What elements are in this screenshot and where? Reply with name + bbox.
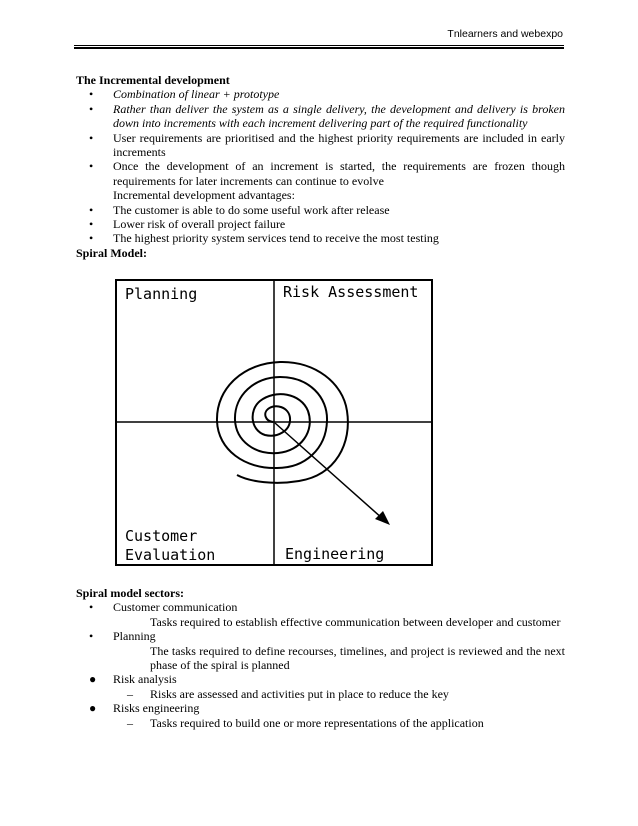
sector-description: – Risks are assessed and activities put in place to reduce the key — [127, 686, 449, 701]
bullet-icon: • — [89, 159, 94, 174]
spiral-diagram — [115, 279, 433, 566]
quadrant-customer-evaluation-line1: Customer — [125, 527, 198, 545]
list-item: • Planning — [89, 629, 156, 644]
list-item: • User requirements are prioritised and the highest priority requirements are included in early increments — [89, 130, 565, 160]
filled-bullet-icon: ● — [89, 701, 97, 716]
bullet-icon: • — [89, 231, 94, 246]
quadrant-planning: Planning — [125, 285, 198, 303]
list-item: • Lower risk of overall project failure — [89, 217, 286, 232]
list-item: • Combination of linear + prototype — [89, 87, 280, 102]
sectors-list — [76, 600, 565, 614]
bullet-icon: • — [89, 101, 94, 116]
list-item: • The highest priority system services tend to receive the most testing — [89, 231, 439, 246]
header-rule-thick — [74, 47, 564, 49]
bullet-icon: • — [89, 202, 94, 217]
sector-description: Tasks required to establish effective communication between developer and customer — [150, 614, 561, 629]
quadrant-risk-assessment: Risk Assessment — [283, 283, 419, 301]
list-item: • The customer is able to do some useful work after release — [89, 202, 390, 217]
incremental-bullets — [76, 87, 565, 188]
filled-bullet-icon: ● — [89, 672, 97, 687]
sectors-title: Spiral model sectors: — [76, 586, 184, 600]
bullet-icon: • — [89, 629, 94, 644]
list-item: ● Risks engineering — [89, 701, 200, 716]
sectors-list-3 — [76, 672, 565, 686]
header-rule — [74, 45, 564, 46]
sectors-section — [76, 586, 565, 730]
advantages-list — [76, 203, 565, 246]
quadrant-customer-evaluation-line2: Evaluation — [125, 546, 216, 564]
advantages-heading: Incremental development advantages: — [113, 188, 295, 203]
bullet-icon: • — [89, 87, 94, 102]
bullet-icon: • — [89, 600, 94, 615]
dash-icon: – — [127, 715, 133, 730]
spiral-title: Spiral Model: — [76, 245, 147, 260]
sectors-list-4 — [76, 701, 565, 715]
page-header: Tnlearners and webexpo — [447, 28, 563, 40]
sectors-list-2 — [76, 629, 565, 643]
incremental-section — [76, 73, 565, 260]
bullet-icon: • — [89, 217, 94, 232]
list-item: ● Risk analysis — [89, 672, 177, 687]
bullet-icon: • — [89, 130, 94, 145]
list-item: • Rather than deliver the system as a single delivery, the development and delivery is broken down into increments with each increment delivering part of the required functionality — [89, 101, 565, 131]
list-item: • Once the development of an increment is started, the requirements are frozen though requirements for later increments can continue to evolve — [89, 159, 565, 188]
dash-icon: – — [127, 686, 133, 701]
sector-description: – Tasks required to build one or more representations of the application — [127, 715, 484, 730]
list-item: • Customer communication — [89, 600, 238, 615]
quadrant-engineering: Engineering — [285, 545, 385, 563]
spiral-figure — [115, 279, 433, 566]
sector-description: The tasks required to define recourses, timelines, and project is reviewed and the next phase of the spiral is planned — [150, 643, 565, 673]
incremental-title: The Incremental development — [76, 73, 230, 87]
